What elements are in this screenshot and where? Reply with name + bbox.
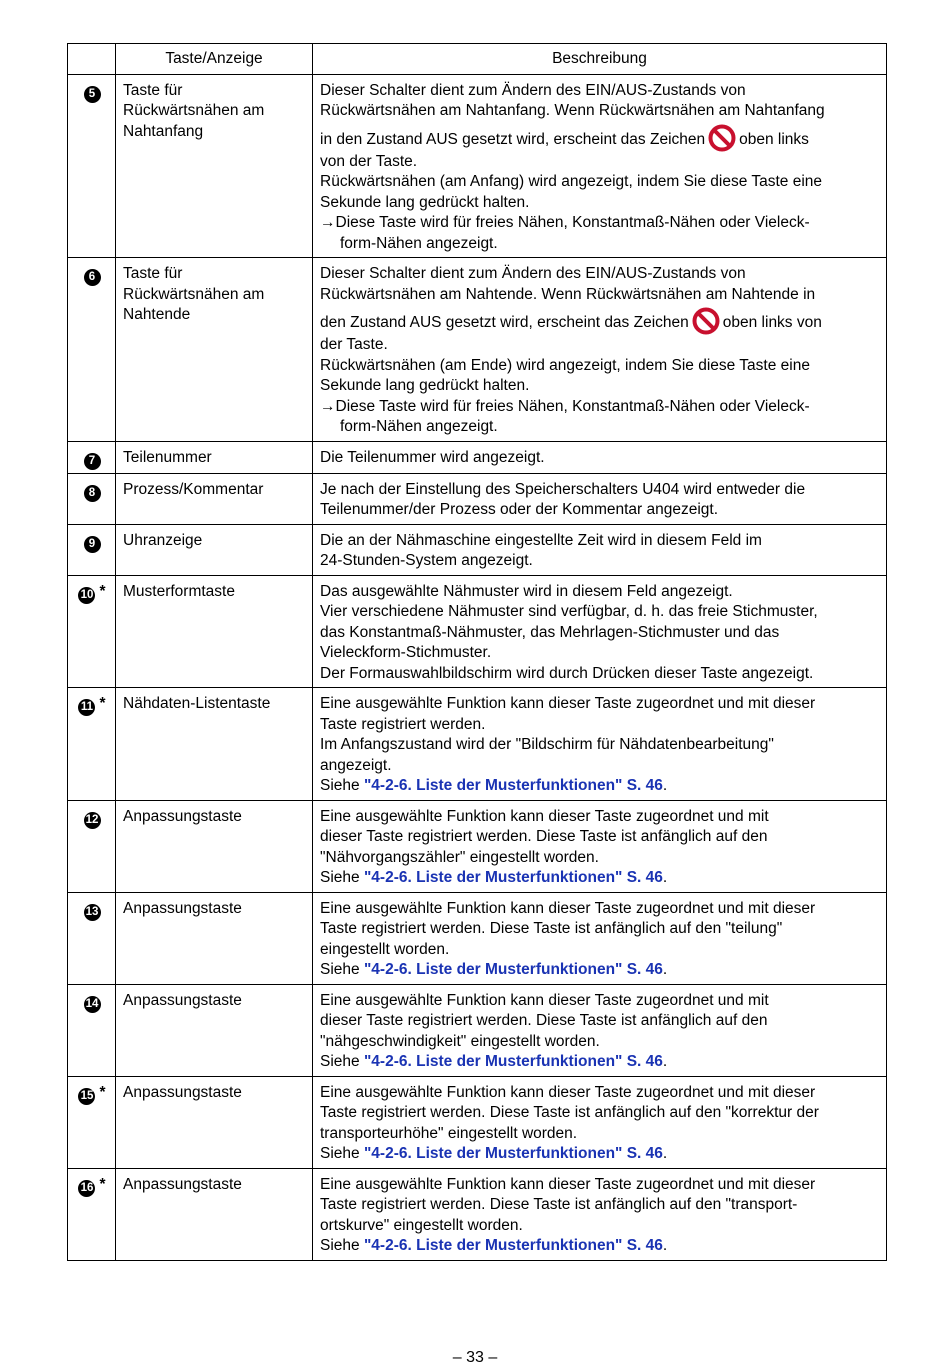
row-description: Das ausgewählte Nähmuster wird in diesem Feld angezeigt. Vier verschiedene Nähmuster sind verfügbar, d. h. das freie Stichmuster, das Konstantmaß-Nähmuster, das Mehrlagen-Stichmuster und das Vieleckform-Stichmuster. Der Formauswahlbildschirm wird durch Drücken dieser Taste angezeigt.: [313, 575, 887, 688]
row-number: 8: [68, 473, 116, 524]
reference-link[interactable]: "4-2-6. Liste der Musterfunktionen" S. 46: [363, 869, 663, 886]
row-key-name: Taste für Rückwärtsnähen am Nahtanfang: [116, 74, 313, 258]
function-table: [67, 43, 887, 1261]
row-key-name: Anpassungstaste: [116, 1076, 313, 1168]
table-row: [68, 688, 887, 801]
row-number: 9: [68, 524, 116, 575]
row-number: 12: [68, 800, 116, 892]
page-number: – 33 –: [452, 1349, 498, 1366]
prohibited-sign-icon: [692, 307, 720, 335]
reference-link[interactable]: "4-2-6. Liste der Musterfunktionen" S. 46: [363, 961, 663, 978]
row-description: Dieser Schalter dient zum Ändern des EIN/AUS-Zustands von Rückwärtsnähen am Nahtende. Wenn Rückwärtsnähen am Nahtende in den Zustand AUS gesetzt wird, erscheint das Zeichen oben links von der Taste. Rückwärtsnähen (am Ende) wird angezeigt, indem Sie diese Taste eine Sekunde lang gedrückt halten. →Diese Taste wird für freies Nähen, Konstantmaß-Nähen oder Vieleck- form-Nähen angezeigt.: [313, 258, 887, 442]
header-key-display: Taste/Anzeige: [116, 44, 313, 75]
table-row: [68, 800, 887, 892]
table-row: [68, 892, 887, 984]
row-number: 16 *: [68, 1168, 116, 1260]
row-description: Je nach der Einstellung des Speicherschalters U404 wird entweder die Teilenummer/der Prozess oder der Kommentar angezeigt.: [313, 473, 887, 524]
table-row: [68, 984, 887, 1076]
row-description: Eine ausgewählte Funktion kann dieser Taste zugeordnet und mit dieser Taste registriert werden. Diese Taste ist anfänglich auf den "nähgeschwindigkeit" eingestellt worden. Siehe "4-2-6. Liste der Musterfunktionen" S. 46.: [313, 984, 887, 1076]
row-key-name: Uhranzeige: [116, 524, 313, 575]
row-key-name: Prozess/Kommentar: [116, 473, 313, 524]
table-row: [68, 1168, 887, 1260]
row-key-name: Anpassungstaste: [116, 892, 313, 984]
row-description: Die Teilenummer wird angezeigt.: [313, 441, 887, 473]
row-key-name: Anpassungstaste: [116, 984, 313, 1076]
row-description: Dieser Schalter dient zum Ändern des EIN/AUS-Zustands von Rückwärtsnähen am Nahtanfang. Wenn Rückwärtsnähen am Nahtanfang in den Zustand AUS gesetzt wird, erscheint das Zeichen oben links von der Taste. Rückwärtsnähen (am Anfang) wird angezeigt, indem Sie diese Taste eine Sekunde lang gedrückt halten. →Diese Taste wird für freies Nähen, Konstantmaß-Nähen oder Vieleck- form-Nähen angezeigt.: [313, 74, 887, 258]
header-number: [68, 44, 116, 75]
row-key-name: Taste für Rückwärtsnähen am Nahtende: [116, 258, 313, 442]
row-description: Eine ausgewählte Funktion kann dieser Taste zugeordnet und mit dieser Taste registriert werden. Diese Taste ist anfänglich auf den "Nähvorgangszähler" eingestellt worden. Siehe "4-2-6. Liste der Musterfunktionen" S. 46.: [313, 800, 887, 892]
reference-link[interactable]: "4-2-6. Liste der Musterfunktionen" S. 46: [363, 1237, 663, 1254]
reference-link[interactable]: "4-2-6. Liste der Musterfunktionen" S. 46: [363, 1145, 663, 1162]
row-description: Die an der Nähmaschine eingestellte Zeit wird in diesem Feld im 24-Stunden-System angezeigt.: [313, 524, 887, 575]
row-key-name: Teilenummer: [116, 441, 313, 473]
prohibited-sign-icon: [708, 124, 736, 152]
row-number: 10 *: [68, 575, 116, 688]
row-description: Eine ausgewählte Funktion kann dieser Taste zugeordnet und mit dieser Taste registriert werden. Im Anfangszustand wird der "Bildschirm für Nähdatenbearbeitung" angezeigt. Siehe "4-2-6. Liste der Musterfunktionen" S. 46.: [313, 688, 887, 801]
row-number: 15 *: [68, 1076, 116, 1168]
table-row: [68, 441, 887, 473]
row-number: 11 *: [68, 688, 116, 801]
table-row: [68, 575, 887, 688]
reference-link[interactable]: "4-2-6. Liste der Musterfunktionen" S. 46: [363, 1053, 663, 1070]
row-number: 6: [68, 258, 116, 442]
table-row: [68, 1076, 887, 1168]
table-row: [68, 74, 887, 258]
row-description: Eine ausgewählte Funktion kann dieser Taste zugeordnet und mit dieser Taste registriert werden. Diese Taste ist anfänglich auf den "teilung" eingestellt worden. Siehe "4-2-6. Liste der Musterfunktionen" S. 46.: [313, 892, 887, 984]
row-description: Eine ausgewählte Funktion kann dieser Taste zugeordnet und mit dieser Taste registriert werden. Diese Taste ist anfänglich auf den "korrektur der transporteurhöhe" eingestellt worden. Siehe "4-2-6. Liste der Musterfunktionen" S. 46.: [313, 1076, 887, 1168]
row-description: Eine ausgewählte Funktion kann dieser Taste zugeordnet und mit dieser Taste registriert werden. Diese Taste ist anfänglich auf den "transport- ortskurve" eingestellt worden. Siehe "4-2-6. Liste der Musterfunktionen" S. 46.: [313, 1168, 887, 1260]
row-key-name: Anpassungstaste: [116, 800, 313, 892]
header-description: Beschreibung: [313, 44, 887, 75]
row-number: 14: [68, 984, 116, 1076]
table-header-row: [68, 44, 887, 75]
row-number: 13: [68, 892, 116, 984]
row-number: 5: [68, 74, 116, 258]
row-key-name: Nähdaten-Listentaste: [116, 688, 313, 801]
row-key-name: Anpassungstaste: [116, 1168, 313, 1260]
reference-link[interactable]: "4-2-6. Liste der Musterfunktionen" S. 46: [363, 777, 663, 794]
table-row: [68, 258, 887, 442]
row-number: 7: [68, 441, 116, 473]
table-row: [68, 524, 887, 575]
table-row: [68, 473, 887, 524]
row-key-name: Musterformtaste: [116, 575, 313, 688]
